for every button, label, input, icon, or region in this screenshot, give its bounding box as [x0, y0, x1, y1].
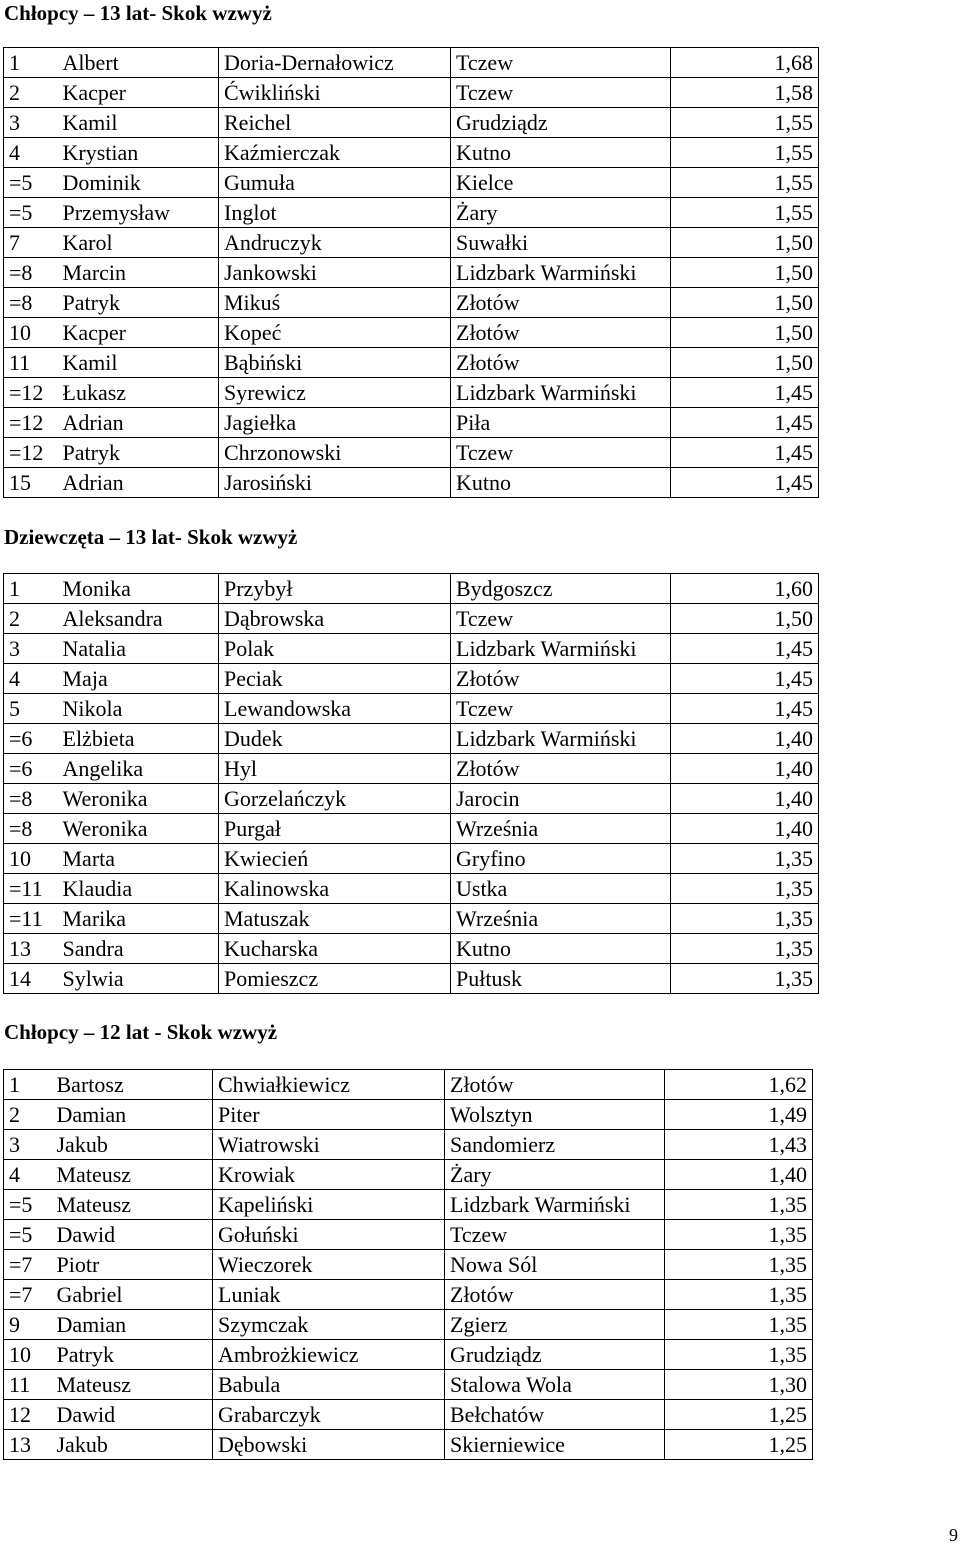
- city-cell: Tczew: [451, 78, 671, 108]
- place-cell: 1: [4, 1070, 52, 1100]
- place-cell: =5: [4, 198, 58, 228]
- city-cell: Ustka: [451, 874, 671, 904]
- place-cell: =6: [4, 724, 58, 754]
- table-row: [4, 844, 819, 874]
- place-cell: 9: [4, 1310, 52, 1340]
- place-cell: 11: [4, 1370, 52, 1400]
- first-name-cell: Mateusz: [52, 1190, 213, 1220]
- place-cell: =7: [4, 1280, 52, 1310]
- first-name-cell: Bartosz: [52, 1070, 213, 1100]
- city-cell: Tczew: [451, 604, 671, 634]
- last-name-cell: Andruczyk: [219, 228, 451, 258]
- first-name-cell: Marcin: [58, 258, 219, 288]
- place-cell: 5: [4, 694, 58, 724]
- city-cell: Złotów: [451, 754, 671, 784]
- section-title: Dziewczęta – 13 lat- Skok wzwyż: [4, 525, 298, 549]
- place-cell: 7: [4, 228, 58, 258]
- last-name-cell: Bąbiński: [219, 348, 451, 378]
- table-row: [4, 258, 819, 288]
- table-row: [4, 1250, 813, 1280]
- city-cell: Bydgoszcz: [451, 574, 671, 604]
- last-name-cell: Polak: [219, 634, 451, 664]
- place-cell: 2: [4, 78, 58, 108]
- last-name-cell: Grabarczyk: [213, 1400, 445, 1430]
- first-name-cell: Mateusz: [52, 1370, 213, 1400]
- table-row: [4, 108, 819, 138]
- first-name-cell: Damian: [52, 1100, 213, 1130]
- table-row: [4, 754, 819, 784]
- first-name-cell: Elżbieta: [58, 724, 219, 754]
- last-name-cell: Gumuła: [219, 168, 451, 198]
- first-name-cell: Aleksandra: [58, 604, 219, 634]
- first-name-cell: Karol: [58, 228, 219, 258]
- place-cell: =8: [4, 814, 58, 844]
- first-name-cell: Marta: [58, 844, 219, 874]
- city-cell: Jarocin: [451, 784, 671, 814]
- place-cell: =12: [4, 438, 58, 468]
- table-row: [4, 1100, 813, 1130]
- table-row: [4, 1160, 813, 1190]
- place-cell: 14: [4, 964, 58, 994]
- table-row: [4, 1130, 813, 1160]
- result-cell: 1,45: [671, 408, 819, 438]
- first-name-cell: Gabriel: [52, 1280, 213, 1310]
- last-name-cell: Szymczak: [213, 1310, 445, 1340]
- city-cell: Lidzbark Warmiński: [445, 1190, 665, 1220]
- table-row: [4, 78, 819, 108]
- first-name-cell: Weronika: [58, 784, 219, 814]
- table-row: [4, 318, 819, 348]
- last-name-cell: Matuszak: [219, 904, 451, 934]
- last-name-cell: Dąbrowska: [219, 604, 451, 634]
- table-row: [4, 574, 819, 604]
- place-cell: 3: [4, 1130, 52, 1160]
- first-name-cell: Kamil: [58, 348, 219, 378]
- results-table: [3, 1069, 813, 1460]
- table-row: [4, 814, 819, 844]
- city-cell: Lidzbark Warmiński: [451, 724, 671, 754]
- first-name-cell: Marika: [58, 904, 219, 934]
- first-name-cell: Przemysław: [58, 198, 219, 228]
- first-name-cell: Piotr: [52, 1250, 213, 1280]
- results-table: [3, 573, 819, 994]
- result-cell: 1,35: [665, 1340, 813, 1370]
- table-row: [4, 1400, 813, 1430]
- last-name-cell: Purgał: [219, 814, 451, 844]
- results-table: [3, 47, 819, 498]
- result-cell: 1,40: [671, 784, 819, 814]
- place-cell: 4: [4, 1160, 52, 1190]
- city-cell: Grudziądz: [451, 108, 671, 138]
- table-row: [4, 138, 819, 168]
- city-cell: Złotów: [451, 664, 671, 694]
- last-name-cell: Hyl: [219, 754, 451, 784]
- last-name-cell: Doria-Dernałowicz: [219, 48, 451, 78]
- result-cell: 1,35: [665, 1220, 813, 1250]
- last-name-cell: Kucharska: [219, 934, 451, 964]
- last-name-cell: Lewandowska: [219, 694, 451, 724]
- last-name-cell: Piter: [213, 1100, 445, 1130]
- first-name-cell: Patryk: [58, 438, 219, 468]
- place-cell: 1: [4, 48, 58, 78]
- result-cell: 1,35: [671, 964, 819, 994]
- city-cell: Tczew: [445, 1220, 665, 1250]
- city-cell: Gryfino: [451, 844, 671, 874]
- last-name-cell: Chwiałkiewicz: [213, 1070, 445, 1100]
- place-cell: 11: [4, 348, 58, 378]
- result-cell: 1,45: [671, 664, 819, 694]
- table-row: [4, 288, 819, 318]
- section-title: Chłopcy – 12 lat - Skok wzwyż: [4, 1020, 278, 1044]
- section-title: Chłopcy – 13 lat- Skok wzwyż: [4, 1, 272, 25]
- city-cell: Września: [451, 904, 671, 934]
- result-cell: 1,50: [671, 348, 819, 378]
- place-cell: =8: [4, 258, 58, 288]
- city-cell: Złotów: [451, 348, 671, 378]
- result-cell: 1,45: [671, 694, 819, 724]
- first-name-cell: Albert: [58, 48, 219, 78]
- place-cell: 3: [4, 634, 58, 664]
- city-cell: Grudziądz: [445, 1340, 665, 1370]
- city-cell: Tczew: [451, 694, 671, 724]
- place-cell: =5: [4, 168, 58, 198]
- result-cell: 1,50: [671, 318, 819, 348]
- place-cell: =12: [4, 408, 58, 438]
- place-cell: 4: [4, 664, 58, 694]
- last-name-cell: Wieczorek: [213, 1250, 445, 1280]
- result-cell: 1,43: [665, 1130, 813, 1160]
- place-cell: =12: [4, 378, 58, 408]
- city-cell: Złotów: [445, 1280, 665, 1310]
- table-row: [4, 48, 819, 78]
- result-cell: 1,45: [671, 438, 819, 468]
- result-cell: 1,30: [665, 1370, 813, 1400]
- table-row: [4, 874, 819, 904]
- result-cell: 1,50: [671, 258, 819, 288]
- first-name-cell: Mateusz: [52, 1160, 213, 1190]
- last-name-cell: Gołuński: [213, 1220, 445, 1250]
- city-cell: Stalowa Wola: [445, 1370, 665, 1400]
- result-cell: 1,60: [671, 574, 819, 604]
- city-cell: Złotów: [451, 288, 671, 318]
- table-row: [4, 1220, 813, 1250]
- last-name-cell: Jarosiński: [219, 468, 451, 498]
- result-cell: 1,35: [665, 1310, 813, 1340]
- city-cell: Kutno: [451, 138, 671, 168]
- last-name-cell: Dudek: [219, 724, 451, 754]
- first-name-cell: Kacper: [58, 318, 219, 348]
- last-name-cell: Dębowski: [213, 1430, 445, 1460]
- table-row: [4, 634, 819, 664]
- first-name-cell: Patryk: [52, 1340, 213, 1370]
- city-cell: Lidzbark Warmiński: [451, 258, 671, 288]
- result-cell: 1,68: [671, 48, 819, 78]
- result-cell: 1,55: [671, 138, 819, 168]
- table-row: [4, 198, 819, 228]
- table-row: [4, 1310, 813, 1340]
- result-cell: 1,50: [671, 604, 819, 634]
- last-name-cell: Kwiecień: [219, 844, 451, 874]
- first-name-cell: Jakub: [52, 1430, 213, 1460]
- result-cell: 1,40: [665, 1160, 813, 1190]
- city-cell: Piła: [451, 408, 671, 438]
- first-name-cell: Łukasz: [58, 378, 219, 408]
- result-cell: 1,35: [671, 844, 819, 874]
- result-cell: 1,35: [665, 1190, 813, 1220]
- last-name-cell: Babula: [213, 1370, 445, 1400]
- city-cell: Suwałki: [451, 228, 671, 258]
- city-cell: Kutno: [451, 468, 671, 498]
- result-cell: 1,35: [671, 934, 819, 964]
- place-cell: =8: [4, 784, 58, 814]
- city-cell: Skierniewice: [445, 1430, 665, 1460]
- result-cell: 1,25: [665, 1430, 813, 1460]
- result-cell: 1,35: [671, 874, 819, 904]
- place-cell: 13: [4, 934, 58, 964]
- result-cell: 1,55: [671, 108, 819, 138]
- last-name-cell: Kalinowska: [219, 874, 451, 904]
- table-row: [4, 468, 819, 498]
- table-row: [4, 228, 819, 258]
- table-row: [4, 168, 819, 198]
- table-row: [4, 1370, 813, 1400]
- first-name-cell: Monika: [58, 574, 219, 604]
- first-name-cell: Dawid: [52, 1400, 213, 1430]
- result-cell: 1,55: [671, 168, 819, 198]
- first-name-cell: Patryk: [58, 288, 219, 318]
- table-row: [4, 348, 819, 378]
- last-name-cell: Jankowski: [219, 258, 451, 288]
- first-name-cell: Klaudia: [58, 874, 219, 904]
- place-cell: 1: [4, 574, 58, 604]
- table-row: [4, 964, 819, 994]
- city-cell: Wolsztyn: [445, 1100, 665, 1130]
- last-name-cell: Pomieszcz: [219, 964, 451, 994]
- table-row: [4, 1340, 813, 1370]
- table-row: [4, 694, 819, 724]
- place-cell: 13: [4, 1430, 52, 1460]
- city-cell: Kielce: [451, 168, 671, 198]
- place-cell: 4: [4, 138, 58, 168]
- first-name-cell: Dominik: [58, 168, 219, 198]
- result-cell: 1,58: [671, 78, 819, 108]
- city-cell: Tczew: [451, 48, 671, 78]
- result-cell: 1,50: [671, 228, 819, 258]
- result-cell: 1,35: [671, 904, 819, 934]
- table-row: [4, 904, 819, 934]
- city-cell: Zgierz: [445, 1310, 665, 1340]
- table-row: [4, 604, 819, 634]
- first-name-cell: Jakub: [52, 1130, 213, 1160]
- last-name-cell: Ćwikliński: [219, 78, 451, 108]
- city-cell: Nowa Sól: [445, 1250, 665, 1280]
- place-cell: =6: [4, 754, 58, 784]
- last-name-cell: Przybył: [219, 574, 451, 604]
- last-name-cell: Krowiak: [213, 1160, 445, 1190]
- place-cell: 15: [4, 468, 58, 498]
- result-cell: 1,45: [671, 634, 819, 664]
- result-cell: 1,25: [665, 1400, 813, 1430]
- first-name-cell: Maja: [58, 664, 219, 694]
- first-name-cell: Natalia: [58, 634, 219, 664]
- first-name-cell: Dawid: [52, 1220, 213, 1250]
- table-row: [4, 378, 819, 408]
- last-name-cell: Gorzelańczyk: [219, 784, 451, 814]
- first-name-cell: Kacper: [58, 78, 219, 108]
- result-cell: 1,49: [665, 1100, 813, 1130]
- table-row: [4, 664, 819, 694]
- result-cell: 1,40: [671, 724, 819, 754]
- last-name-cell: Inglot: [219, 198, 451, 228]
- place-cell: 12: [4, 1400, 52, 1430]
- place-cell: =7: [4, 1250, 52, 1280]
- last-name-cell: Syrewicz: [219, 378, 451, 408]
- first-name-cell: Kamil: [58, 108, 219, 138]
- last-name-cell: Mikuś: [219, 288, 451, 318]
- table-row: [4, 1190, 813, 1220]
- result-cell: 1,45: [671, 468, 819, 498]
- city-cell: Kutno: [451, 934, 671, 964]
- table-row: [4, 408, 819, 438]
- city-cell: Złotów: [451, 318, 671, 348]
- place-cell: 2: [4, 604, 58, 634]
- first-name-cell: Krystian: [58, 138, 219, 168]
- last-name-cell: Ambrożkiewicz: [213, 1340, 445, 1370]
- place-cell: 3: [4, 108, 58, 138]
- last-name-cell: Luniak: [213, 1280, 445, 1310]
- place-cell: =11: [4, 874, 58, 904]
- first-name-cell: Damian: [52, 1310, 213, 1340]
- city-cell: Lidzbark Warmiński: [451, 378, 671, 408]
- last-name-cell: Reichel: [219, 108, 451, 138]
- place-cell: =11: [4, 904, 58, 934]
- place-cell: =8: [4, 288, 58, 318]
- city-cell: Sandomierz: [445, 1130, 665, 1160]
- place-cell: 10: [4, 1340, 52, 1370]
- table-row: [4, 1280, 813, 1310]
- city-cell: Żary: [451, 198, 671, 228]
- city-cell: Bełchatów: [445, 1400, 665, 1430]
- first-name-cell: Adrian: [58, 408, 219, 438]
- result-cell: 1,35: [665, 1250, 813, 1280]
- result-cell: 1,55: [671, 198, 819, 228]
- first-name-cell: Angelika: [58, 754, 219, 784]
- city-cell: Tczew: [451, 438, 671, 468]
- city-cell: Złotów: [445, 1070, 665, 1100]
- table-row: [4, 784, 819, 814]
- last-name-cell: Chrzonowski: [219, 438, 451, 468]
- last-name-cell: Kapeliński: [213, 1190, 445, 1220]
- first-name-cell: Nikola: [58, 694, 219, 724]
- result-cell: 1,40: [671, 754, 819, 784]
- last-name-cell: Jagiełka: [219, 408, 451, 438]
- city-cell: Pułtusk: [451, 964, 671, 994]
- first-name-cell: Sylwia: [58, 964, 219, 994]
- place-cell: 10: [4, 844, 58, 874]
- place-cell: =5: [4, 1220, 52, 1250]
- table-row: [4, 1430, 813, 1460]
- first-name-cell: Adrian: [58, 468, 219, 498]
- result-cell: 1,40: [671, 814, 819, 844]
- city-cell: Lidzbark Warmiński: [451, 634, 671, 664]
- place-cell: =5: [4, 1190, 52, 1220]
- last-name-cell: Kopeć: [219, 318, 451, 348]
- city-cell: Żary: [445, 1160, 665, 1190]
- table-row: [4, 1070, 813, 1100]
- result-cell: 1,50: [671, 288, 819, 318]
- page-number: 9: [949, 1525, 958, 1545]
- first-name-cell: Sandra: [58, 934, 219, 964]
- result-cell: 1,45: [671, 378, 819, 408]
- last-name-cell: Peciak: [219, 664, 451, 694]
- result-cell: 1,62: [665, 1070, 813, 1100]
- place-cell: 10: [4, 318, 58, 348]
- result-cell: 1,35: [665, 1280, 813, 1310]
- table-row: [4, 438, 819, 468]
- table-row: [4, 934, 819, 964]
- last-name-cell: Kaźmierczak: [219, 138, 451, 168]
- first-name-cell: Weronika: [58, 814, 219, 844]
- place-cell: 2: [4, 1100, 52, 1130]
- table-row: [4, 724, 819, 754]
- city-cell: Września: [451, 814, 671, 844]
- last-name-cell: Wiatrowski: [213, 1130, 445, 1160]
